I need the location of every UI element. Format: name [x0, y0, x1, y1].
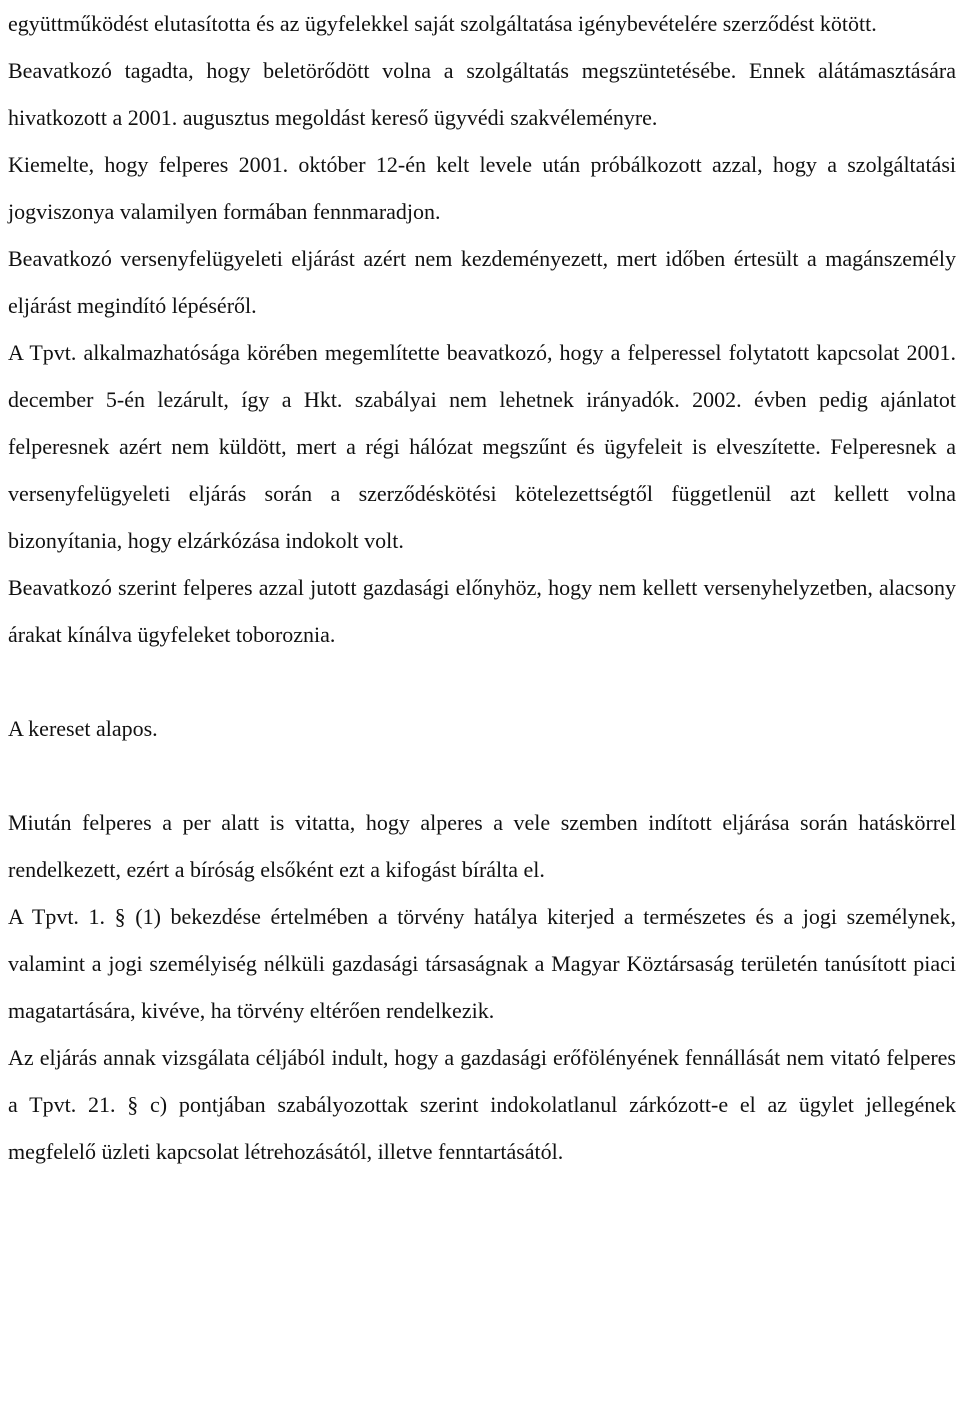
paragraph-10: Az eljárás annak vizsgálata céljából indult, hogy a gazdasági erőfölényének fennállását nem vitató felperes a Tpvt. 21. § c) pontjában szabályozottak szerint indokolatlanul zárkózott-e el az ügylet jellegének megfelelő üzleti kapcsolat létrehozásától, illetve fenntartásától. [8, 1045, 956, 1164]
paragraph-spacer [8, 752, 956, 799]
paragraph-9: A Tpvt. 1. § (1) bekezdése értelmében a törvény hatálya kiterjed a természetes és a jogi személynek, valamint a jogi személyiség nélküli gazdasági társaságnak a Magyar Köztársaság területén tanúsított piaci magatartására, kivéve, ha törvény eltérően rendelkezik. [8, 904, 956, 1023]
paragraph-spacer [8, 658, 956, 705]
paragraph-4: Beavatkozó versenyfelügyeleti eljárást azért nem kezdeményezett, mert időben értesült a magánszemély eljárást megindító lépéséről. [8, 246, 956, 318]
paragraph-1: együttműködést elutasította és az ügyfelekkel saját szolgáltatása igénybevételére szerződést kötött. [8, 11, 877, 36]
paragraph-6: Beavatkozó szerint felperes azzal jutott gazdasági előnyhöz, hogy nem kellett versenyhelyzetben, alacsony árakat kínálva ügyfeleket toboroznia. [8, 575, 956, 647]
paragraph-3: Kiemelte, hogy felperes 2001. október 12-én kelt levele után próbálkozott azzal, hogy a szolgáltatási jogviszonya valamilyen formában fennmaradjon. [8, 152, 956, 224]
paragraph-5: A Tpvt. alkalmazhatósága körében megemlítette beavatkozó, hogy a felperessel folytatott kapcsolat 2001. december 5-én lezárult, így a Hkt. szabályai nem lehetnek irányadók. 2002. évben pedig ajánlatot felperesnek azért nem küldött, mert a régi hálózat megszűnt és ügyfeleit is elveszítette. Felperesnek a versenyfelügyeleti eljárás során a szerződéskötési kötelezettségtől függetlenül azt kellett volna bizonyítania, hogy elzárkózása indokolt volt. [8, 340, 956, 553]
paragraph-8: Miután felperes a per alatt is vitatta, hogy alperes a vele szemben indított eljárása során hatáskörrel rendelkezett, ezért a bíróság elsőként ezt a kifogást bírálta el. [8, 810, 956, 882]
paragraph-7: A kereset alapos. [8, 716, 158, 741]
document-page [8, 0, 956, 1175]
paragraph-2: Beavatkozó tagadta, hogy beletörődött volna a szolgáltatás megszüntetésébe. Ennek alátámasztására hivatkozott a 2001. augusztus megoldást kereső ügyvédi szakvéleményre. [8, 58, 956, 130]
